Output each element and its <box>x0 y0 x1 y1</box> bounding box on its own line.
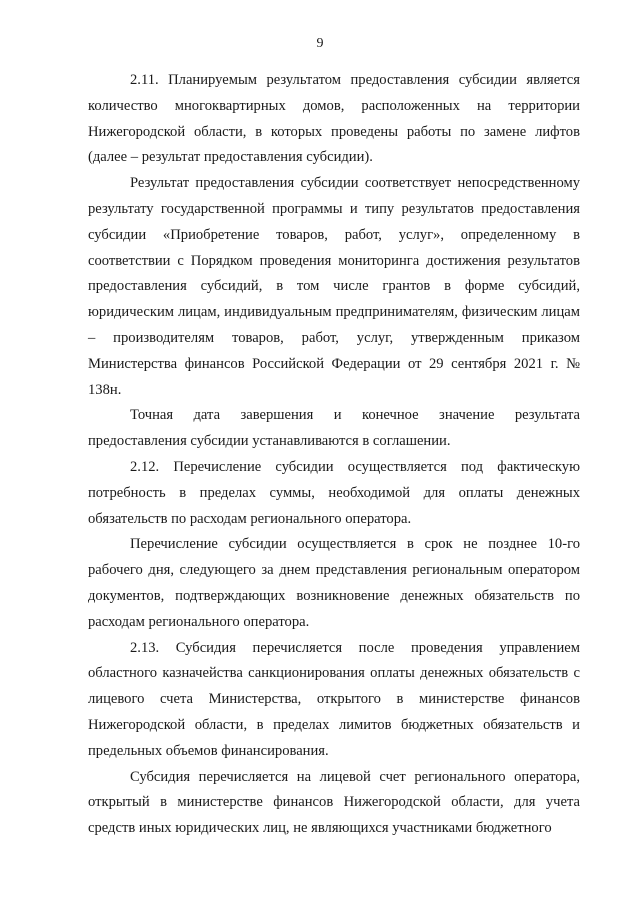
document-body <box>88 68 580 842</box>
paragraph-result-date: Точная дата завершения и конечное значение результата предоставления субсидии устанавливаются в соглашении. <box>88 407 580 450</box>
page-number: 9 <box>316 36 324 51</box>
paragraph-result-correspondence: Результат предоставления субсидии соответствует непосредственному результату государственной программы и типу результатов предоставления субсидии «Приобретение товаров, работ, услуг», определенному в соответствии с Порядком проведения мониторинга достижения результатов предоставления субсидий, в том числе грантов в форме субсидий, юридическим лицам, индивидуальным предпринимателям, физическим лицам – производителям товаров, работ, услуг, утвержденным приказом Министерства финансов Российской Федерации от 29 сентября 2021 г. № 138н. <box>88 175 580 398</box>
paragraph-2-12-transfer: 2.12. Перечисление субсидии осуществляется под фактическую потребность в пределах суммы, необходимой для оплаты денежных обязательств по расходам регионального оператора. <box>88 458 580 527</box>
paragraph-2-13-subsidy: 2.13. Субсидия перечисляется после проведения управлением областного казначейства санкционирования оплаты денежных обязательств с лицевого счета Министерства, открытого в министерстве финансов Нижегородской области, в пределах лимитов бюджетных обязательств и предельных объемов финансирования. <box>88 639 580 759</box>
paragraph-transfer-deadline: Перечисление субсидии осуществляется в срок не позднее 10-го рабочего дня, следующего за днем представления региональным оператором документов, подтверждающих возникновение денежных обязательств по расходам регионального оператора. <box>88 536 580 630</box>
paragraph-personal-account: Субсидия перечисляется на лицевой счет регионального оператора, открытый в министерстве финансов Нижегородской области, для учета средств иных юридических лиц, не являющихся участниками бюджетного <box>88 768 580 837</box>
paragraph-2-11-result: 2.11. Планируемым результатом предоставления субсидии является количество многоквартирных домов, расположенных на территории Нижегородской области, в которых проведены работы по замене лифтов (далее – результат предоставления субсидии). <box>88 72 580 166</box>
